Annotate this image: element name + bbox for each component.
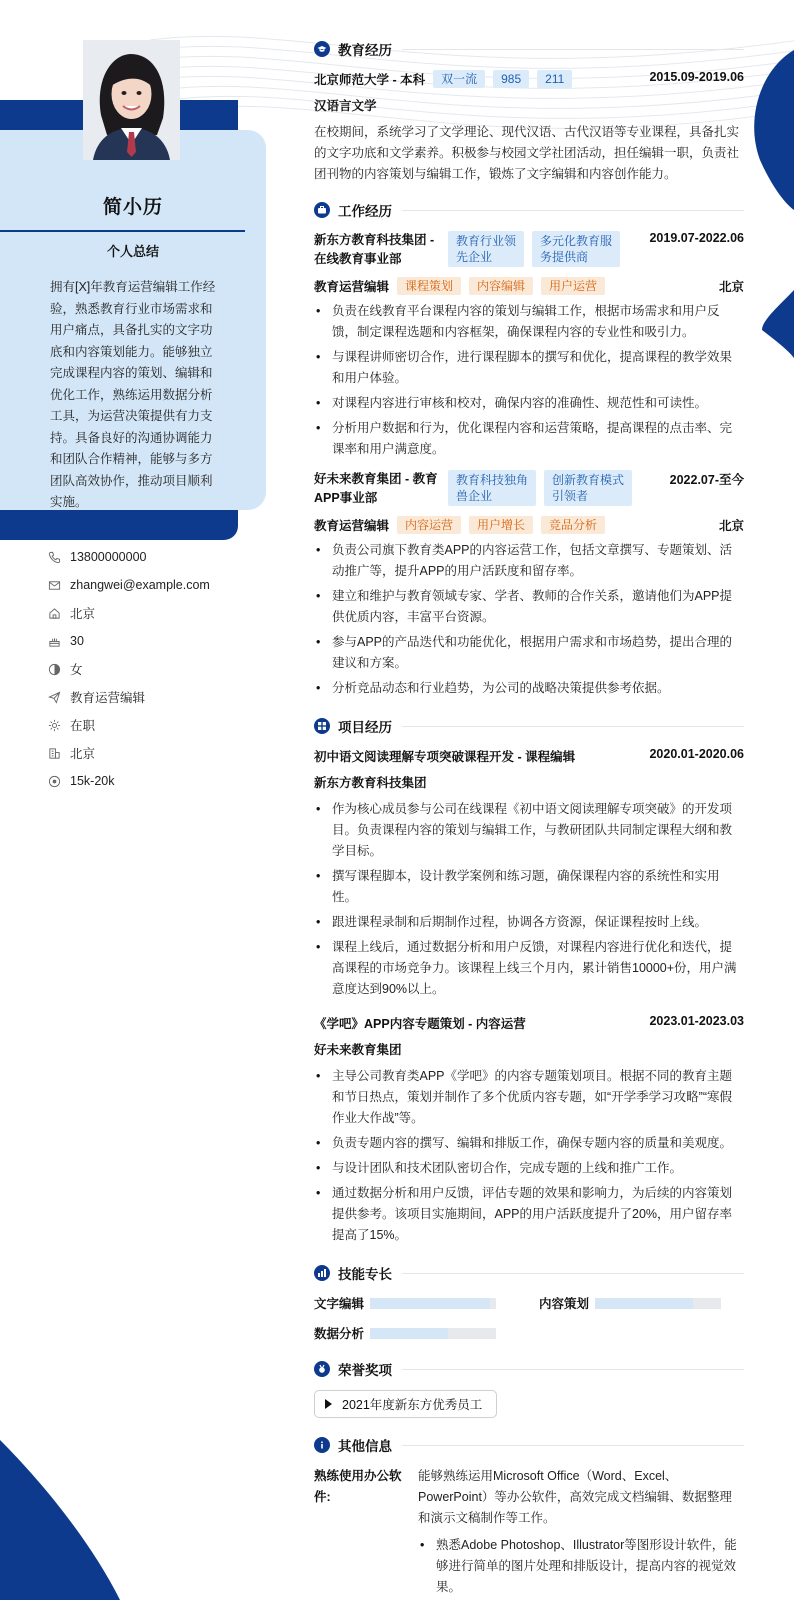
salary-text: 15k-20k <box>70 774 115 788</box>
info-item-gender <box>48 655 210 683</box>
section-divider <box>402 1273 744 1274</box>
project-name: 《学吧》APP内容专题策划 - 内容运营 <box>314 1017 526 1031</box>
info-icon <box>314 1437 330 1453</box>
awards-header <box>314 1358 744 1380</box>
projects-section <box>314 715 744 1246</box>
grid-icon <box>314 718 330 734</box>
skill-tag: 用户增长 <box>469 516 533 534</box>
status-text: 在职 <box>70 719 96 733</box>
info-item-salary <box>48 767 210 795</box>
list-item: • 分析用户数据和行为，优化课程内容和运营策略，提高课程的点击率、完课率和用户满意度。 <box>314 418 744 460</box>
project-org: 好未来教育集团 <box>314 1043 402 1057</box>
company-tag <box>544 470 632 506</box>
info-item-status <box>48 711 210 739</box>
projects-header <box>314 715 744 737</box>
info-item-email <box>48 571 210 599</box>
gender-text: 女 <box>70 663 83 677</box>
other-section <box>314 1434 744 1598</box>
major: 汉语言文学 <box>314 99 377 113</box>
skill-bar <box>370 1328 496 1339</box>
contact-info-list <box>48 543 210 795</box>
projects-title: 项目经历 <box>338 720 392 735</box>
company-name <box>314 231 440 269</box>
skill-bar-fill <box>595 1298 693 1309</box>
tag-line: 引领者 <box>552 489 589 503</box>
other-bullets <box>418 1535 744 1598</box>
person-name: 简小历 <box>102 197 163 218</box>
list-item: • 熟悉Adobe Photoshop、Illustrator等图形设计软件，能够进行简单的图片处理和排版设计，提高内容的视觉效果。 <box>418 1535 744 1598</box>
job-entry <box>314 470 744 699</box>
tag-line: 创新教育模式 <box>552 473 625 487</box>
company-name <box>314 470 440 508</box>
graduation-cap-icon <box>314 41 330 57</box>
project-name: 初中语文阅读理解专项突破课程开发 - 课程编辑 <box>314 750 576 764</box>
list-item: • 作为核心成员参与公司在线课程《初中语文阅读理解专项突破》的开发项目。负责课程内容的策划与编辑工作，与教研团队共同制定课程大纲和教学目标。 <box>314 799 744 862</box>
city-text: 北京 <box>70 747 96 761</box>
section-divider <box>402 210 744 211</box>
tag-line: 兽企业 <box>456 489 493 503</box>
work-header <box>314 199 744 221</box>
skills-section <box>314 1262 744 1342</box>
list-item: • 负责公司旗下教育类APP的内容运营工作，包括文章撰写、专题策划、活动推广等，提升APP的用户活跃度和留存率。 <box>314 540 744 582</box>
skill-bar <box>370 1298 496 1309</box>
school-name: 北京师范大学 - 本科 <box>314 73 426 87</box>
awards-section <box>314 1358 744 1418</box>
status-icon <box>48 719 61 732</box>
list-item: • 参与APP的产品迭代和功能优化，根据用户需求和市场趋势，提出合理的建议和方案。 <box>314 632 744 674</box>
other-office-row <box>314 1466 744 1529</box>
skill-item <box>314 1294 519 1312</box>
project-entry <box>314 747 744 1000</box>
building-icon <box>48 747 61 760</box>
company-line: 在线教育事业部 <box>314 252 402 266</box>
education-header <box>314 38 744 60</box>
skill-tag: 内容运营 <box>397 516 461 534</box>
school-tag: 211 <box>537 70 572 88</box>
job-bullets <box>314 540 744 699</box>
gender-icon <box>48 663 61 676</box>
tag-line: 教育行业领 <box>456 234 517 248</box>
email-text: zhangwei@example.com <box>70 578 210 592</box>
tag-line: 务提供商 <box>540 250 589 264</box>
company-tag <box>532 231 620 267</box>
phone-text: 13800000000 <box>70 550 147 564</box>
send-icon <box>48 691 61 704</box>
list-item: • 负责专题内容的撰写、编辑和排版工作，确保专题内容的质量和美观度。 <box>314 1133 744 1154</box>
project-date: 2020.01-2020.06 <box>649 747 744 761</box>
position-text: 教育运营编辑 <box>70 691 146 705</box>
skill-name: 文字编辑 <box>314 1297 365 1311</box>
project-bullets <box>314 799 744 1000</box>
job-role: 教育运营编辑 <box>314 280 390 294</box>
avatar-photo-icon <box>83 40 180 160</box>
education-title: 教育经历 <box>338 43 392 58</box>
summary-text: 拥有[X]年教育运营编辑工作经验，熟悉教育行业市场需求和用户痛点，具备扎实的文字功底和内容策划能力。能够独立完成课程内容的策划、编辑和优化工作，熟练运用数据分析工具，为运营决策提供有力支持。具备良好的沟通协调能力和团队合作精神，能够与多方团队高效协作，推动项目顺利实施。 <box>50 280 216 509</box>
section-divider <box>402 726 744 727</box>
home-icon <box>48 607 61 620</box>
info-item-phone <box>48 543 210 571</box>
work-title: 工作经历 <box>338 204 392 219</box>
cake-icon <box>48 635 61 648</box>
tag-line: 先企业 <box>456 250 493 264</box>
project-date: 2023.01-2023.03 <box>649 1014 744 1028</box>
tag-line: 多元化教育服 <box>540 234 613 248</box>
mail-icon <box>48 579 61 592</box>
school-tag: 双一流 <box>433 70 485 88</box>
list-item: • 对课程内容进行审核和校对，确保内容的准确性、规范性和可读性。 <box>314 393 744 414</box>
skill-tag: 内容编辑 <box>469 277 533 295</box>
list-item: • 通过数据分析和用户反馈，评估专题的效果和影响力，为后续的内容策划提供参考。该项目实施期间，APP的用户活跃度提升了20%，用户留存率提高了15%。 <box>314 1183 744 1246</box>
list-item: • 建立和维护与教育领域专家、学者、教师的合作关系，邀请他们为APP提供优质内容，丰富平台资源。 <box>314 586 744 628</box>
briefcase-icon <box>314 202 330 218</box>
job-bullets <box>314 301 744 460</box>
work-section <box>314 199 744 699</box>
tag-line: 教育科技独角 <box>456 473 529 487</box>
section-divider <box>402 1369 744 1370</box>
company-tag <box>448 231 524 267</box>
awards-title: 荣誉奖项 <box>338 1363 392 1378</box>
skills-grid <box>314 1294 744 1342</box>
education-date: 2015.09-2019.06 <box>649 70 744 84</box>
salary-icon <box>48 775 61 788</box>
info-item-city <box>48 739 210 767</box>
skill-tag: 课程策划 <box>397 277 461 295</box>
skill-bar-fill <box>370 1328 448 1339</box>
job-city: 北京 <box>718 280 744 294</box>
project-entry <box>314 1014 744 1246</box>
list-item: • 与课程讲师密切合作，进行课程脚本的撰写和优化，提高课程的教学效果和用户体验。 <box>314 347 744 389</box>
list-item: • 撰写课程脚本，设计教学案例和练习题，确保课程内容的系统性和实用性。 <box>314 866 744 908</box>
other-text: 能够熟练运用Microsoft Office（Word、Excel、PowerPoint）等办公软件，高效完成文档编辑、数据整理和演示文稿制作等工作。 <box>418 1469 732 1525</box>
award-text: 2021年度新东方优秀员工 <box>342 1398 483 1412</box>
skills-title: 技能专长 <box>338 1267 392 1282</box>
phone-icon <box>48 551 61 564</box>
main-content <box>314 38 744 1600</box>
other-header <box>314 1434 744 1456</box>
education-section <box>314 38 744 185</box>
job-role: 教育运营编辑 <box>314 519 390 533</box>
skill-item <box>314 1324 519 1342</box>
skill-tag: 用户运营 <box>541 277 605 295</box>
skill-item <box>539 1294 744 1312</box>
company-tag <box>448 470 536 506</box>
skill-bar-fill <box>370 1298 490 1309</box>
avatar <box>83 40 180 160</box>
skill-name: 内容策划 <box>539 1297 590 1311</box>
other-title: 其他信息 <box>338 1439 392 1454</box>
list-item: • 跟进课程录制和后期制作过程，协调各方资源，保证课程按时上线。 <box>314 912 744 933</box>
education-description: 在校期间，系统学习了文学理论、现代汉语、古代汉语等专业课程，具备扎实的文字功底和文学素养。积极参与校园文学社团活动，担任编辑一职，负责社团刊物的内容策划与编辑工作，锻炼了文字编辑和内容创作能力。 <box>314 125 740 181</box>
list-item: • 课程上线后，通过数据分析和用户反馈，对课程内容进行优化和迭代，提高课程的市场竞争力。该课程上线三个月内，累计销售10000+份，用户满意度达到90%以上。 <box>314 937 744 1000</box>
project-bullets <box>314 1066 744 1246</box>
name-divider <box>0 230 245 232</box>
list-item: • 主导公司教育类APP《学吧》的内容专题策划项目。根据不同的教育主题和节日热点，策划并制作了多个优质内容专题，如“开学季学习攻略”“寒假作业大作战”等。 <box>314 1066 744 1129</box>
job-city: 北京 <box>718 519 744 533</box>
skill-name: 数据分析 <box>314 1327 365 1341</box>
list-item: • 负责在线教育平台课程内容的策划与编辑工作，根据市场需求和用户反馈，制定课程选题和内容框架，确保课程内容的专业性和吸引力。 <box>314 301 744 343</box>
age-text: 30 <box>70 634 84 648</box>
play-triangle-icon <box>325 1399 332 1409</box>
project-org: 新东方教育科技集团 <box>314 776 427 790</box>
other-label: 熟练使用办公软件: <box>314 1469 402 1504</box>
bar-chart-icon <box>314 1265 330 1281</box>
skill-tag: 竞品分析 <box>541 516 605 534</box>
info-item-position <box>48 683 210 711</box>
company-line: 好未来教育集团 - 教育 <box>314 472 438 486</box>
summary-title: 个人总结 <box>106 244 159 259</box>
job-date: 2022.07-至今 <box>669 473 744 487</box>
medal-icon <box>314 1361 330 1377</box>
school-tag: 985 <box>493 70 529 88</box>
company-line: APP事业部 <box>314 491 378 505</box>
info-item-age <box>48 627 210 655</box>
job-date: 2019.07-2022.06 <box>649 231 744 245</box>
company-line: 新东方教育科技集团 - <box>314 233 435 247</box>
skills-header <box>314 1262 744 1284</box>
location-text: 北京 <box>70 607 96 621</box>
section-divider <box>402 49 744 50</box>
award-item <box>314 1390 497 1418</box>
job-entry <box>314 231 744 460</box>
list-item: • 与设计团队和技术团队密切合作，完成专题的上线和推广工作。 <box>314 1158 744 1179</box>
section-divider <box>402 1445 744 1446</box>
sidebar <box>0 0 266 1600</box>
skill-bar <box>595 1298 721 1309</box>
info-item-location <box>48 599 210 627</box>
list-item: • 分析竞品动态和行业趋势，为公司的战略决策提供参考依据。 <box>314 678 744 699</box>
